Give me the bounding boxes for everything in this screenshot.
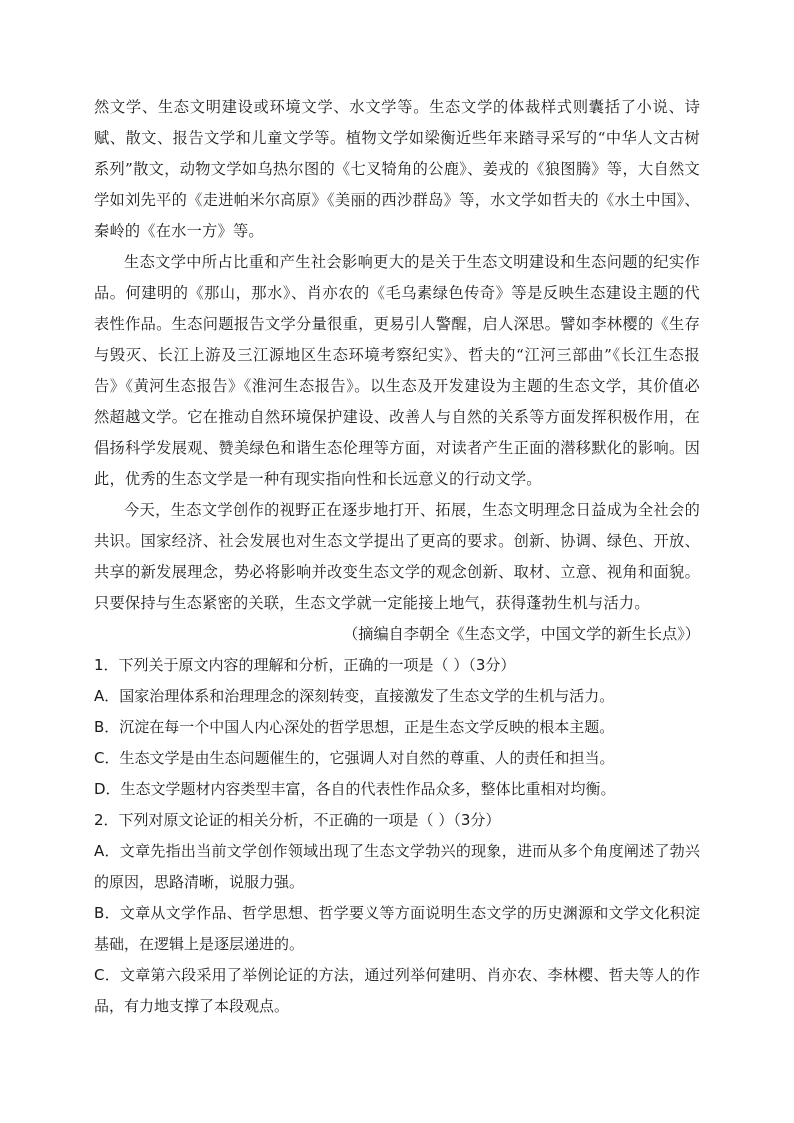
question-2-option-b: B．文章从文学作品、哲学思想、哲学要义等方面说明生态文学的历史渊源和文学文化积淀基础，在逻辑上是逐层递进的。 [94, 904, 700, 953]
question-2-option-c: C．文章第六段采用了举例论证的方法，通过列举何建明、肖亦农、李林樱、哲夫等人的作品，有力地支撑了本段观点。 [94, 966, 700, 1015]
question-1-option-c: C．生态文学是由生态问题催生的，它强调人对自然的尊重、人的责任和担当。 [94, 749, 615, 767]
question-1-option-a: A．国家治理体系和治理理念的深刻转变，直接激发了生态文学的生机与活力。 [94, 687, 615, 705]
question-2-stem: 2．下列对原文论证的相关分析，不正确的一项是（ ）（3分） [94, 811, 501, 829]
passage-paragraph-2: 生态文学中所占比重和产生社会影响更大的是关于生态文明建设和生态问题的纪实作品。何建明的《那山，那水》、肖亦农的《毛乌素绿色传奇》等是反映生态建设主题的代表性作品。生态问题报告文学分量很重，更易引人警醒，启人深思。譬如李林樱的《生存与毁灭、长江上游及三江源地区生态环境考察纪实》、哲夫的“江河三部曲”《长江生态报告》《黄河生态报告》《淮河生态报告》。以生态及开发建设为主题的生态文学，其价值必然超越文学。它在推动自然环境保护建设、改善人与自然的关系等方面发挥积极作用，在倡扬科学发展观、赞美绿色和谐生态伦理等方面，对读者产生正面的潜移默化的影响。因此，优秀的生态文学是一种有现实指向性和长远意义的行动文学。 [94, 253, 700, 488]
question-2-option-a: A．文章先指出当前文学创作领域出现了生态文学勃兴的现象，进而从多个角度阐述了勃兴的原因，思路清晰，说服力强。 [94, 842, 700, 891]
question-1-stem: 1．下列关于原文内容的理解和分析，正确的一项是（ ）（3分） [94, 656, 516, 674]
passage-paragraph-3: 今天，生态文学创作的视野正在逐步地打开、拓展，生态文明理念日益成为全社会的共识。国家经济、社会发展也对生态文学提出了更高的要求。创新、协调、绿色、开放、共享的新发展理念，势必将影响并改变生态文学的观念创新、取材、立意、视角和面貌。只要保持与生态紧密的关联，生态文学就一定能接上地气，获得蓬勃生机与活力。 [94, 501, 700, 612]
exam-page [94, 92, 700, 1022]
question-1-option-b: B．沉淀在每一个中国人内心深处的哲学思想，正是生态文学反映的根本主题。 [94, 718, 615, 736]
question-1-option-d: D．生态文学题材内容类型丰富，各自的代表性作品众多，整体比重相对均衡。 [94, 780, 616, 798]
passage-source: （摘编自李朝全《生态文学，中国文学的新生长点》） [343, 625, 700, 643]
passage-paragraph-continued: 然文学、生态文明建设或环境文学、水文学等。生态文学的体裁样式则囊括了小说、诗赋、散文、报告文学和儿童文学等。植物文学如梁衡近些年来踏寻采写的“中华人文古树系列”散文，动物文学如乌热尔图的《七叉犄角的公鹿》、姜戎的《狼图腾》等，大自然文学如刘先平的《走进帕米尔高原》《美丽的西沙群岛》等，水文学如哲夫的《水土中国》、秦岭的《在水一方》等。 [94, 98, 700, 240]
